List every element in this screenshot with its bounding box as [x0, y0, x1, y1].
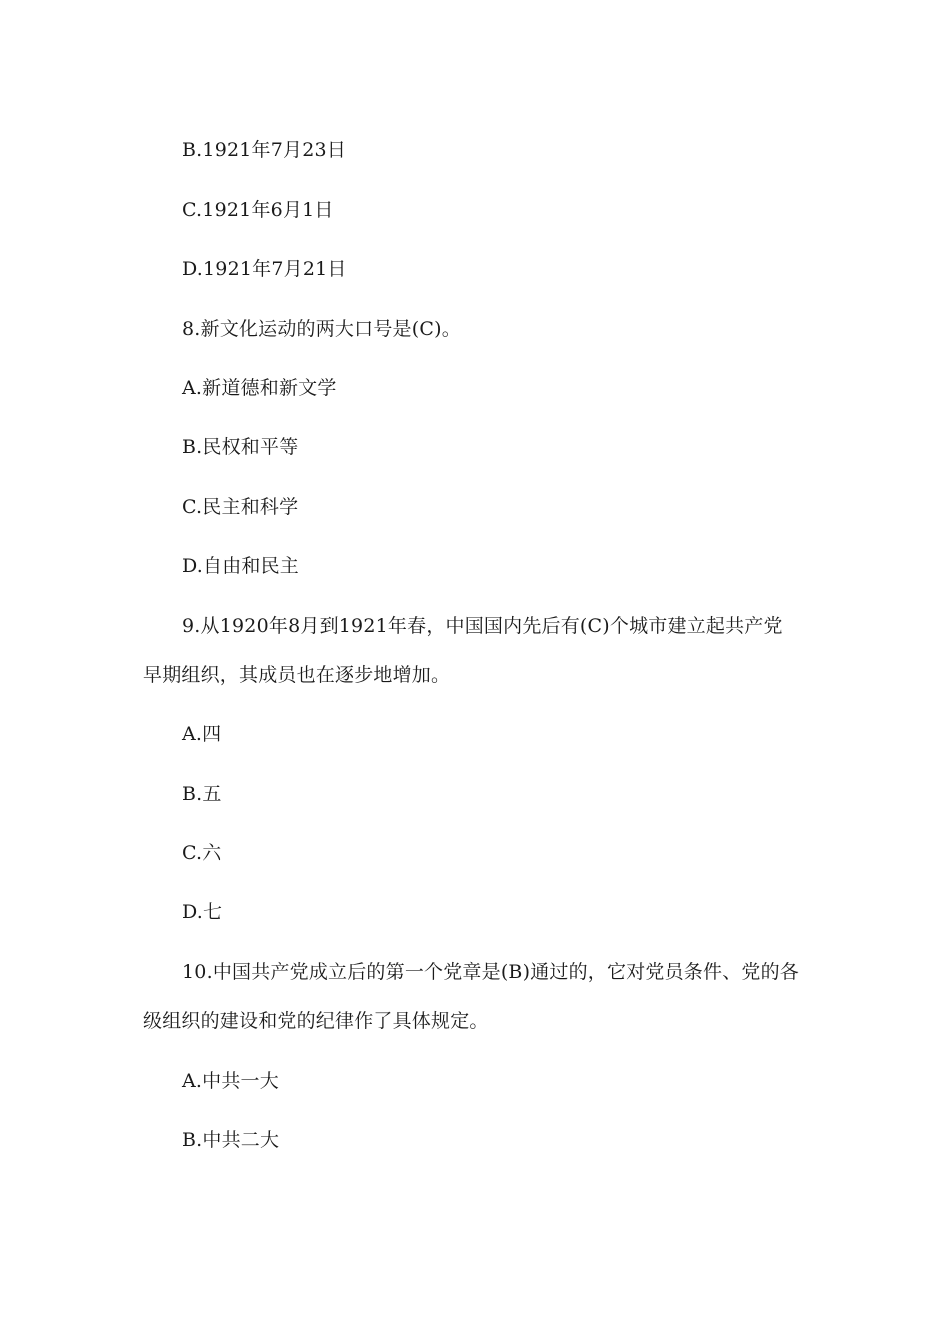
option-q9-b: B.五: [182, 783, 222, 805]
question-9-line-2: 早期组织，其成员也在逐步地增加。: [143, 664, 451, 686]
question-10-line-2: 级组织的建设和党的纪律作了具体规定。: [143, 1010, 489, 1032]
option-q10-b: B.中共二大: [182, 1129, 280, 1151]
question-10-line-1: 10.中国共产党成立后的第一个党章是(B)通过的，它对党员条件、党的各: [182, 961, 800, 983]
option-q8-c: C.民主和科学: [182, 496, 299, 518]
option-q7-c: C.1921年6月1日: [182, 199, 334, 221]
option-q10-a: A.中共一大: [182, 1070, 279, 1092]
option-q9-d: D.七: [182, 901, 223, 923]
question-9-line-1: 9.从1920年8月到1921年春，中国国内先后有(C)个城市建立起共产党: [182, 615, 783, 637]
option-q8-b: B.民权和平等: [182, 436, 299, 458]
question-8: 8.新文化运动的两大口号是(C)。: [182, 318, 461, 340]
option-q7-b: B.1921年7月23日: [182, 139, 347, 161]
option-q9-a: A.四: [182, 723, 222, 745]
option-q9-c: C.六: [182, 842, 222, 864]
option-q7-d: D.1921年7月21日: [182, 258, 347, 280]
option-q8-a: A.新道德和新文学: [182, 377, 337, 399]
option-q8-d: D.自由和民主: [182, 555, 299, 577]
